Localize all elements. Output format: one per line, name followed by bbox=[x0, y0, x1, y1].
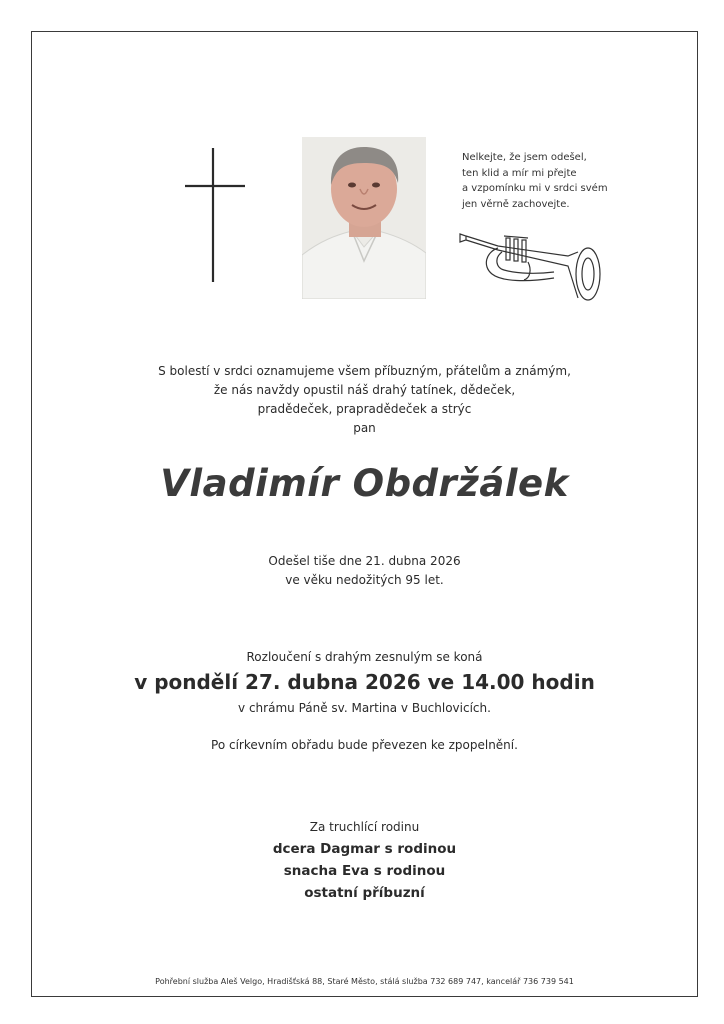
mourner-name: ostatní příbuzní bbox=[304, 885, 425, 901]
death-date: Odešel tiše dne 21. dubna 2026 bbox=[268, 554, 461, 568]
poem-line: Nelkejte, že jsem odešel, bbox=[462, 152, 587, 163]
death-age: ve věku nedožitých 95 let. bbox=[285, 573, 444, 587]
ceremony-place: v chrámu Páně sv. Martina v Buchlovicích. bbox=[238, 701, 491, 715]
poem-line: ten klid a mír mi přejte bbox=[462, 167, 577, 179]
announcement-line: pan bbox=[353, 421, 376, 435]
death-details bbox=[31, 552, 698, 590]
mourners-list bbox=[31, 838, 698, 904]
poem-line: jen věrně zachovejte. bbox=[462, 198, 570, 210]
ceremony-datetime: v pondělí 27. dubna 2026 ve 14.00 hodin bbox=[134, 670, 595, 694]
mourner-name: snacha Eva s rodinou bbox=[283, 863, 446, 879]
farewell-intro: Rozloučení s drahým zesnulým se koná bbox=[246, 650, 483, 664]
mourners-intro: Za truchlící rodinu bbox=[309, 820, 420, 834]
cremation-note: Po církevním obřadu bude převezen ke zpopelnění. bbox=[211, 738, 518, 752]
announcement-line: že nás navždy opustil náš drahý tatínek, dědeček, bbox=[213, 383, 516, 397]
announcement-text bbox=[31, 362, 698, 438]
announcement-line: S bolestí v srdci oznamujeme všem příbuzným, přátelům a známým, bbox=[158, 364, 571, 378]
portrait-photo bbox=[302, 137, 426, 299]
deceased-name: Vladimír Obdržálek bbox=[160, 462, 569, 505]
announcement-line: pradědeček, prapradědeček a strýc bbox=[257, 402, 472, 416]
trumpet-icon bbox=[458, 222, 606, 306]
mourner-name: dcera Dagmar s rodinou bbox=[272, 841, 457, 857]
poem bbox=[462, 150, 612, 212]
poem-line: a vzpomínku mi v srdci svém bbox=[462, 183, 608, 194]
funeral-service-footer: Pohřební služba Aleš Velgo, Hradišťská 88, Staré Město, stálá služba 732 689 747, kancelář 736 739 541 bbox=[155, 977, 574, 986]
cross-icon bbox=[185, 148, 245, 282]
